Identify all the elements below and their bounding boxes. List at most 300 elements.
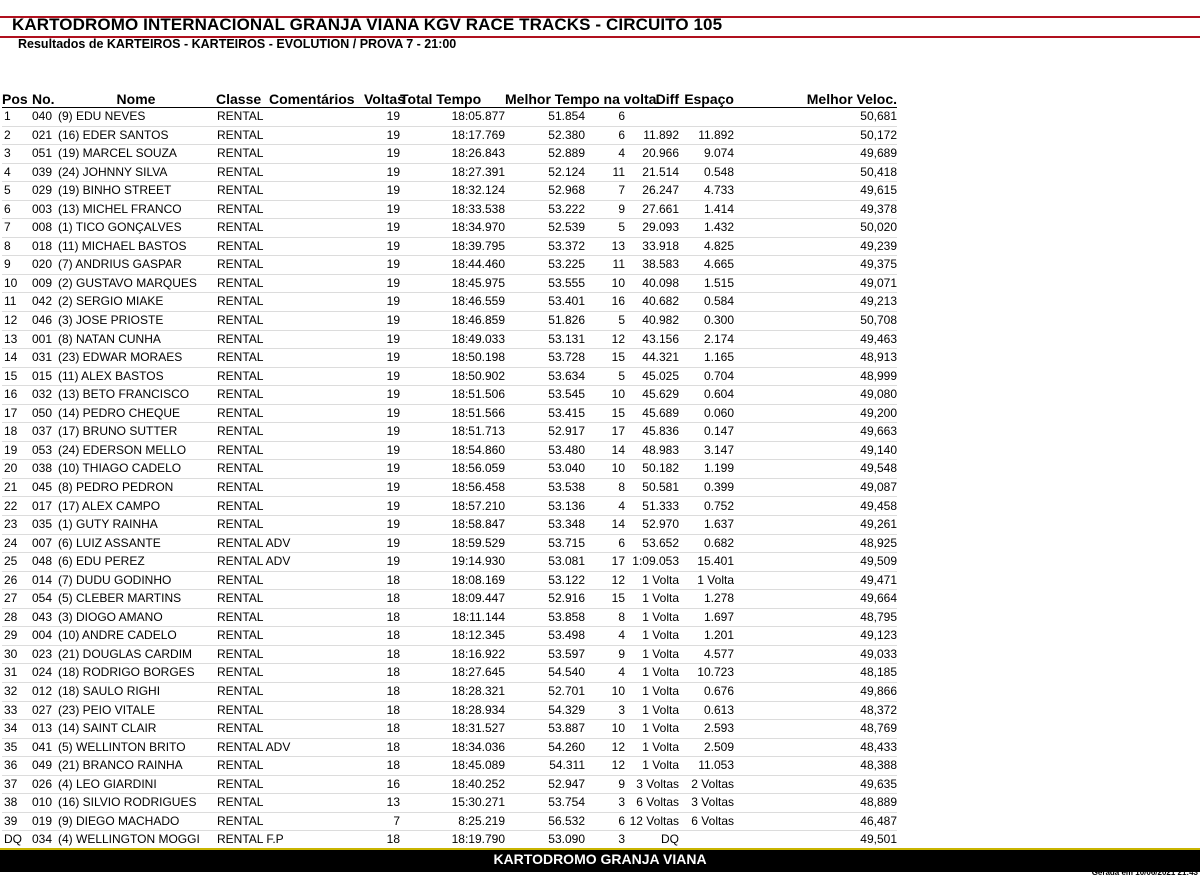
cell-espaco: 10.723 [679,664,734,683]
cell-total-tempo: 18:09.447 [400,590,505,609]
cell-comentarios [269,237,364,256]
table-row [2,590,897,609]
table-row [2,274,897,293]
cell-voltas: 19 [364,349,400,368]
cell-classe: RENTAL [216,404,269,423]
cell-total-tempo: 18:31.527 [400,720,505,739]
table-row [2,497,897,516]
cell-no: 014 [32,571,56,590]
cell-no: 034 [32,831,56,850]
table-row [2,108,897,127]
cell-comentarios [269,682,364,701]
cell-voltas: 19 [364,441,400,460]
cell-melhor-volta: 4 [585,497,625,516]
cell-espaco: 1.515 [679,274,734,293]
column-header-no: No. [32,86,56,108]
cell-melhor-veloc: 49,261 [734,516,897,535]
cell-nome: (17) BRUNO SUTTER [56,423,216,442]
table-row [2,386,897,405]
cell-total-tempo: 18:11.144 [400,608,505,627]
cell-comentarios [269,794,364,813]
cell-diff: 1 Volta [625,590,679,609]
cell-classe: RENTAL [216,627,269,646]
cell-total-tempo: 18:28.321 [400,682,505,701]
cell-nome: (1) TICO GONÇALVES [56,219,216,238]
cell-comentarios [269,367,364,386]
table-row [2,237,897,256]
page-title: KARTODROMO INTERNACIONAL GRANJA VIANA KGV RACE TRACKS - CIRCUITO 105 [12,15,723,34]
cell-no: 021 [32,126,56,145]
cell-pos: 34 [2,720,32,739]
cell-comentarios [269,478,364,497]
cell-diff: 38.583 [625,256,679,275]
cell-no: 004 [32,627,56,646]
cell-classe: RENTAL [216,256,269,275]
cell-total-tempo: 18:51.713 [400,423,505,442]
cell-espaco: 0.682 [679,534,734,553]
cell-no: 051 [32,145,56,164]
cell-comentarios [269,423,364,442]
cell-diff: 27.661 [625,200,679,219]
cell-melhor-veloc: 50,708 [734,312,897,331]
cell-comentarios [269,404,364,423]
cell-pos: DQ [2,831,32,850]
cell-pos: 9 [2,256,32,275]
cell-pos: 18 [2,423,32,442]
cell-voltas: 7 [364,812,400,831]
cell-no: 037 [32,423,56,442]
table-row [2,812,897,831]
cell-diff: 1 Volta [625,738,679,757]
cell-voltas: 19 [364,516,400,535]
cell-voltas: 19 [364,274,400,293]
cell-nome: (19) MARCEL SOUZA [56,145,216,164]
cell-no: 032 [32,386,56,405]
cell-diff: 1 Volta [625,608,679,627]
cell-melhor-tempo: 52.916 [505,590,585,609]
cell-voltas: 19 [364,108,400,127]
cell-melhor-veloc: 49,689 [734,145,897,164]
cell-voltas: 16 [364,775,400,794]
cell-classe: RENTAL [216,701,269,720]
cell-comentarios [269,720,364,739]
cell-total-tempo: 18:50.198 [400,349,505,368]
cell-diff: 1 Volta [625,682,679,701]
table-row [2,794,897,813]
cell-comentarios [269,145,364,164]
cell-espaco: 0.704 [679,367,734,386]
cell-pos: 28 [2,608,32,627]
cell-no: 041 [32,738,56,757]
cell-classe: RENTAL ADV [216,534,269,553]
table-row [2,608,897,627]
cell-melhor-volta: 6 [585,534,625,553]
cell-nome: (2) GUSTAVO MARQUES [56,274,216,293]
cell-classe: RENTAL [216,237,269,256]
cell-diff: 48.983 [625,441,679,460]
cell-classe: RENTAL [216,349,269,368]
cell-total-tempo: 18:56.458 [400,478,505,497]
cell-pos: 22 [2,497,32,516]
cell-total-tempo: 18:08.169 [400,571,505,590]
cell-total-tempo: 18:28.934 [400,701,505,720]
cell-espaco: 0.584 [679,293,734,312]
cell-pos: 2 [2,126,32,145]
cell-comentarios [269,645,364,664]
cell-no: 019 [32,812,56,831]
cell-nome: (1) GUTY RAINHA [56,516,216,535]
cell-diff: 12 Voltas [625,812,679,831]
cell-diff: 3 Voltas [625,775,679,794]
cell-melhor-veloc: 48,999 [734,367,897,386]
column-header-melhor-veloc: Melhor Veloc. [734,86,897,108]
cell-no: 003 [32,200,56,219]
cell-no: 017 [32,497,56,516]
cell-total-tempo: 18:54.860 [400,441,505,460]
cell-pos: 30 [2,645,32,664]
cell-melhor-volta: 6 [585,126,625,145]
cell-melhor-volta: 15 [585,349,625,368]
cell-voltas: 19 [364,219,400,238]
cell-pos: 4 [2,163,32,182]
cell-classe: RENTAL [216,330,269,349]
cell-melhor-veloc: 49,866 [734,682,897,701]
cell-melhor-tempo: 56.532 [505,812,585,831]
cell-total-tempo: 18:34.036 [400,738,505,757]
cell-nome: (21) DOUGLAS CARDIM [56,645,216,664]
cell-nome: (13) MICHEL FRANCO [56,200,216,219]
cell-pos: 6 [2,200,32,219]
cell-no: 027 [32,701,56,720]
cell-nome: (18) SAULO RIGHI [56,682,216,701]
table-row [2,516,897,535]
cell-pos: 37 [2,775,32,794]
cell-melhor-volta: 15 [585,590,625,609]
cell-melhor-tempo: 54.311 [505,757,585,776]
cell-voltas: 19 [364,404,400,423]
cell-espaco: 1.697 [679,608,734,627]
cell-no: 018 [32,237,56,256]
cell-pos: 19 [2,441,32,460]
cell-total-tempo: 19:14.930 [400,553,505,572]
cell-total-tempo: 18:26.843 [400,145,505,164]
table-row [2,757,897,776]
cell-comentarios [269,274,364,293]
cell-nome: (11) MICHAEL BASTOS [56,237,216,256]
cell-comentarios [269,386,364,405]
cell-melhor-tempo: 53.728 [505,349,585,368]
table-row [2,330,897,349]
cell-no: 035 [32,516,56,535]
cell-comentarios [269,757,364,776]
cell-melhor-tempo: 51.854 [505,108,585,127]
cell-comentarios [269,330,364,349]
cell-nome: (2) SERGIO MIAKE [56,293,216,312]
cell-comentarios [269,312,364,331]
cell-no: 029 [32,182,56,201]
table-row [2,720,897,739]
cell-pos: 29 [2,627,32,646]
cell-melhor-volta: 12 [585,738,625,757]
cell-pos: 38 [2,794,32,813]
table-row [2,831,897,850]
cell-voltas: 18 [364,664,400,683]
cell-melhor-tempo: 53.555 [505,274,585,293]
cell-melhor-volta: 10 [585,682,625,701]
cell-melhor-tempo: 53.090 [505,831,585,850]
page-subtitle: Resultados de KARTEIROS - KARTEIROS - EVOLUTION / PROVA 7 - 21:00 [18,37,457,51]
cell-melhor-veloc: 49,509 [734,553,897,572]
generated-timestamp: Gerada em 10/06/2021 21:43 [1091,868,1198,877]
cell-no: 042 [32,293,56,312]
cell-diff: 45.629 [625,386,679,405]
cell-no: 043 [32,608,56,627]
cell-diff [625,108,679,127]
table-row [2,553,897,572]
cell-melhor-veloc: 49,071 [734,274,897,293]
cell-diff: 45.836 [625,423,679,442]
cell-pos: 24 [2,534,32,553]
cell-pos: 10 [2,274,32,293]
cell-no: 012 [32,682,56,701]
cell-nome: (4) WELLINGTON MOGGI [56,831,216,850]
cell-comentarios [269,256,364,275]
cell-nome: (16) SILVIO RODRIGUES [56,794,216,813]
cell-melhor-volta: 17 [585,423,625,442]
cell-melhor-volta: 9 [585,645,625,664]
cell-pos: 25 [2,553,32,572]
cell-classe: RENTAL [216,757,269,776]
cell-espaco: 4.665 [679,256,734,275]
cell-espaco: 15.401 [679,553,734,572]
cell-nome: (3) JOSE PRIOSTE [56,312,216,331]
cell-diff: 21.514 [625,163,679,182]
cell-diff: 53.652 [625,534,679,553]
table-row [2,627,897,646]
cell-comentarios [269,775,364,794]
cell-melhor-volta: 12 [585,757,625,776]
cell-voltas: 19 [364,534,400,553]
cell-espaco: 4.577 [679,645,734,664]
cell-espaco [679,831,734,850]
cell-no: 026 [32,775,56,794]
cell-total-tempo: 18:46.559 [400,293,505,312]
cell-total-tempo: 18:27.645 [400,664,505,683]
table-header-row [2,86,897,108]
cell-melhor-veloc: 49,635 [734,775,897,794]
cell-comentarios [269,812,364,831]
cell-espaco: 1.199 [679,460,734,479]
cell-classe: RENTAL [216,590,269,609]
cell-classe: RENTAL [216,478,269,497]
cell-espaco: 2.509 [679,738,734,757]
cell-comentarios [269,349,364,368]
cell-melhor-veloc: 48,925 [734,534,897,553]
cell-pos: 20 [2,460,32,479]
cell-voltas: 19 [364,256,400,275]
cell-diff: 1 Volta [625,720,679,739]
cell-melhor-tempo: 54.260 [505,738,585,757]
table-row [2,349,897,368]
cell-comentarios [269,571,364,590]
cell-classe: RENTAL [216,571,269,590]
cell-espaco: 0.399 [679,478,734,497]
cell-voltas: 18 [364,738,400,757]
cell-total-tempo: 18:46.859 [400,312,505,331]
cell-diff: 1 Volta [625,627,679,646]
cell-pos: 31 [2,664,32,683]
cell-melhor-tempo: 52.947 [505,775,585,794]
cell-pos: 27 [2,590,32,609]
cell-melhor-tempo: 53.222 [505,200,585,219]
cell-espaco: 4.825 [679,237,734,256]
cell-espaco: 11.053 [679,757,734,776]
cell-no: 009 [32,274,56,293]
cell-classe: RENTAL [216,682,269,701]
table-row [2,126,897,145]
cell-melhor-tempo: 54.329 [505,701,585,720]
cell-melhor-volta: 3 [585,701,625,720]
cell-melhor-volta: 10 [585,386,625,405]
cell-diff: 51.333 [625,497,679,516]
cell-melhor-tempo: 52.889 [505,145,585,164]
cell-no: 050 [32,404,56,423]
cell-total-tempo: 18:56.059 [400,460,505,479]
cell-classe: RENTAL [216,145,269,164]
cell-melhor-veloc: 49,375 [734,256,897,275]
table-row [2,423,897,442]
cell-nome: (13) BETO FRANCISCO [56,386,216,405]
cell-melhor-veloc: 49,033 [734,645,897,664]
cell-diff: 44.321 [625,349,679,368]
cell-diff: 29.093 [625,219,679,238]
cell-no: 054 [32,590,56,609]
cell-pos: 16 [2,386,32,405]
cell-melhor-volta: 12 [585,330,625,349]
table-row [2,645,897,664]
column-header-pos: Pos [2,86,32,108]
cell-voltas: 19 [364,497,400,516]
cell-melhor-volta: 4 [585,627,625,646]
table-row [2,163,897,182]
cell-melhor-volta: 13 [585,237,625,256]
cell-melhor-tempo: 52.968 [505,182,585,201]
cell-melhor-veloc: 49,663 [734,423,897,442]
cell-pos: 3 [2,145,32,164]
cell-total-tempo: 18:44.460 [400,256,505,275]
cell-espaco: 0.604 [679,386,734,405]
cell-classe: RENTAL [216,182,269,201]
cell-diff: 6 Voltas [625,794,679,813]
cell-no: 039 [32,163,56,182]
cell-no: 023 [32,645,56,664]
column-header-espaco: Espaço [679,86,734,108]
cell-diff: 1:09.053 [625,553,679,572]
cell-voltas: 18 [364,701,400,720]
cell-melhor-tempo: 53.597 [505,645,585,664]
cell-diff: 11.892 [625,126,679,145]
cell-melhor-tempo: 53.372 [505,237,585,256]
cell-no: 031 [32,349,56,368]
cell-no: 001 [32,330,56,349]
cell-nome: (8) PEDRO PEDRON [56,478,216,497]
cell-comentarios [269,200,364,219]
cell-nome: (9) EDU NEVES [56,108,216,127]
table-row [2,441,897,460]
cell-melhor-veloc: 49,080 [734,386,897,405]
table-row [2,404,897,423]
cell-voltas: 19 [364,460,400,479]
cell-melhor-veloc: 49,664 [734,590,897,609]
cell-classe: RENTAL ADV [216,738,269,757]
cell-classe: RENTAL [216,775,269,794]
table-row [2,682,897,701]
cell-espaco: 11.892 [679,126,734,145]
cell-no: 015 [32,367,56,386]
cell-melhor-tempo: 52.539 [505,219,585,238]
cell-comentarios [269,627,364,646]
cell-total-tempo: 15:30.271 [400,794,505,813]
table-row [2,256,897,275]
cell-total-tempo: 18:58.847 [400,516,505,535]
cell-melhor-veloc: 46,487 [734,812,897,831]
cell-comentarios [269,590,364,609]
cell-no: 007 [32,534,56,553]
cell-pos: 39 [2,812,32,831]
cell-melhor-veloc: 48,372 [734,701,897,720]
cell-melhor-veloc: 49,200 [734,404,897,423]
cell-total-tempo: 18:57.210 [400,497,505,516]
cell-total-tempo: 18:17.769 [400,126,505,145]
cell-total-tempo: 18:39.795 [400,237,505,256]
cell-pos: 23 [2,516,32,535]
cell-nome: (14) SAINT CLAIR [56,720,216,739]
cell-diff: 20.966 [625,145,679,164]
cell-melhor-tempo: 54.540 [505,664,585,683]
cell-pos: 7 [2,219,32,238]
cell-classe: RENTAL [216,497,269,516]
cell-no: 008 [32,219,56,238]
cell-melhor-tempo: 53.122 [505,571,585,590]
cell-melhor-veloc: 49,501 [734,831,897,850]
cell-diff: 45.025 [625,367,679,386]
cell-total-tempo: 18:19.790 [400,831,505,850]
cell-nome: (6) LUIZ ASSANTE [56,534,216,553]
cell-melhor-volta: 3 [585,794,625,813]
cell-melhor-veloc: 49,123 [734,627,897,646]
cell-melhor-tempo: 53.348 [505,516,585,535]
cell-voltas: 19 [364,237,400,256]
cell-melhor-veloc: 48,889 [734,794,897,813]
cell-classe: RENTAL [216,293,269,312]
cell-no: 020 [32,256,56,275]
table-row [2,219,897,238]
cell-classe: RENTAL [216,219,269,238]
cell-espaco: 3 Voltas [679,794,734,813]
cell-voltas: 18 [364,571,400,590]
cell-melhor-volta: 5 [585,312,625,331]
cell-melhor-volta: 11 [585,256,625,275]
cell-voltas: 19 [364,423,400,442]
cell-pos: 15 [2,367,32,386]
cell-melhor-volta: 6 [585,108,625,127]
cell-melhor-volta: 5 [585,367,625,386]
cell-no: 049 [32,757,56,776]
cell-melhor-veloc: 48,433 [734,738,897,757]
cell-melhor-tempo: 53.415 [505,404,585,423]
cell-melhor-veloc: 48,795 [734,608,897,627]
cell-voltas: 19 [364,182,400,201]
